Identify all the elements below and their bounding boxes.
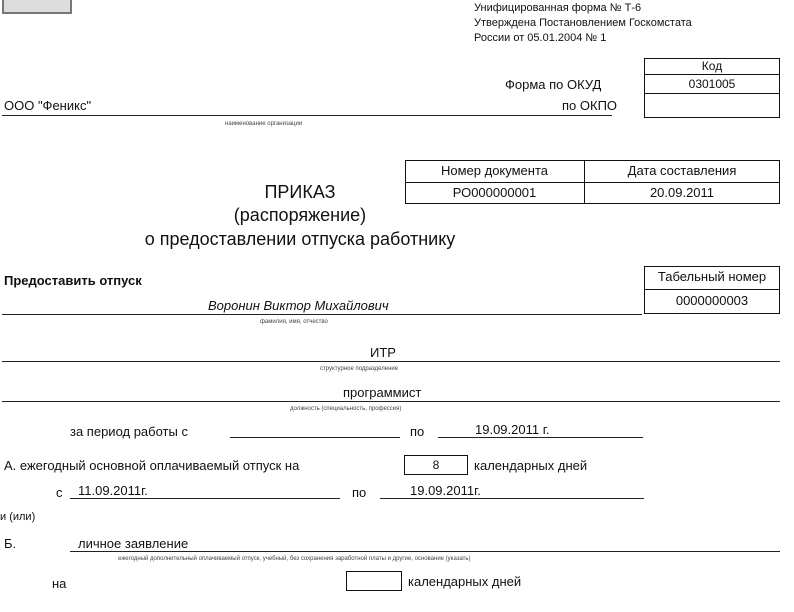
document-date-header: Дата составления — [627, 163, 737, 178]
period-from-line — [230, 437, 400, 438]
tab-number-header: Табельный номер — [657, 269, 767, 284]
section-a-to-label: по — [352, 485, 367, 500]
position-value: программист — [343, 385, 422, 400]
section-a-to-value: 19.09.2011г. — [410, 483, 481, 498]
title-line-3: о предоставлении отпуска работнику — [144, 229, 456, 249]
section-a-from-line — [70, 498, 340, 499]
employee-name: Воронин Виктор Михайлович — [208, 298, 389, 313]
okpo-value — [644, 95, 780, 115]
period-to-value: 19.09.2011 г. — [475, 422, 550, 437]
section-b-value: личное заявление — [78, 536, 189, 551]
section-b-days-unit: календарных дней — [408, 574, 522, 589]
title-line-2: (распоряжение) — [233, 205, 367, 225]
russia-date-line: России от 05.01.2004 № 1 — [474, 32, 607, 44]
section-a-days-unit: календарных дней — [474, 458, 588, 473]
section-a-from-value: 11.09.2011г. — [78, 483, 148, 498]
section-b-line — [70, 551, 780, 552]
section-a-days: 8 — [432, 458, 440, 472]
corner-stamp-box — [2, 0, 72, 14]
okud-label: Форма по ОКУД — [505, 77, 602, 92]
section-a-to-line — [380, 498, 644, 499]
department-line — [2, 361, 780, 362]
okud-divider — [644, 93, 780, 94]
document-date-value: 20.09.2011 — [649, 185, 715, 200]
organization-caption: наименование организации — [225, 121, 303, 127]
period-to-line — [438, 437, 643, 438]
okpo-label: по ОКПО — [562, 98, 618, 113]
okud-value: 0301005 — [688, 77, 736, 91]
period-to-label: по — [410, 424, 425, 439]
section-b-label: Б. — [4, 536, 17, 551]
tab-number-divider — [644, 289, 780, 290]
department-value: ИТР — [370, 345, 396, 360]
form-number-line: Унифицированная форма № Т-6 — [474, 2, 642, 14]
employee-name-line — [2, 314, 642, 315]
grant-label: Предоставить отпуск — [4, 273, 142, 288]
document-table-hdivider — [405, 182, 780, 183]
section-b-caption: ежегодный дополнительный оплачиваемый отпуск, учебный, без сохранения заработной платы и другие, основание (указать) — [118, 556, 471, 562]
period-label: за период работы с — [70, 424, 188, 439]
position-line — [2, 401, 780, 402]
approved-line: Утверждена Постановлением Госкомстата — [474, 17, 692, 29]
position-caption: должность (специальность, профессия) — [290, 406, 402, 412]
section-b-na-label: на — [52, 576, 67, 591]
tab-number-value: 0000000003 — [675, 293, 749, 308]
section-b-days — [346, 572, 402, 590]
section-a-label: А. ежегодный основной оплачиваемый отпуск на — [4, 458, 300, 473]
department-caption: структурное подразделение — [320, 366, 399, 372]
document-number-value: РО000000001 — [452, 185, 537, 200]
kod-label: Код — [701, 59, 723, 73]
document-number-header: Номер документа — [440, 163, 548, 178]
organization-name: ООО "Феникс" — [4, 98, 92, 113]
section-a-from-label: с — [56, 485, 63, 500]
organization-line — [2, 115, 612, 116]
employee-name-caption: фамилия, имя, отчество — [260, 319, 328, 325]
title-line-1: ПРИКАЗ — [264, 182, 336, 202]
or-label: и (или) — [0, 511, 36, 523]
